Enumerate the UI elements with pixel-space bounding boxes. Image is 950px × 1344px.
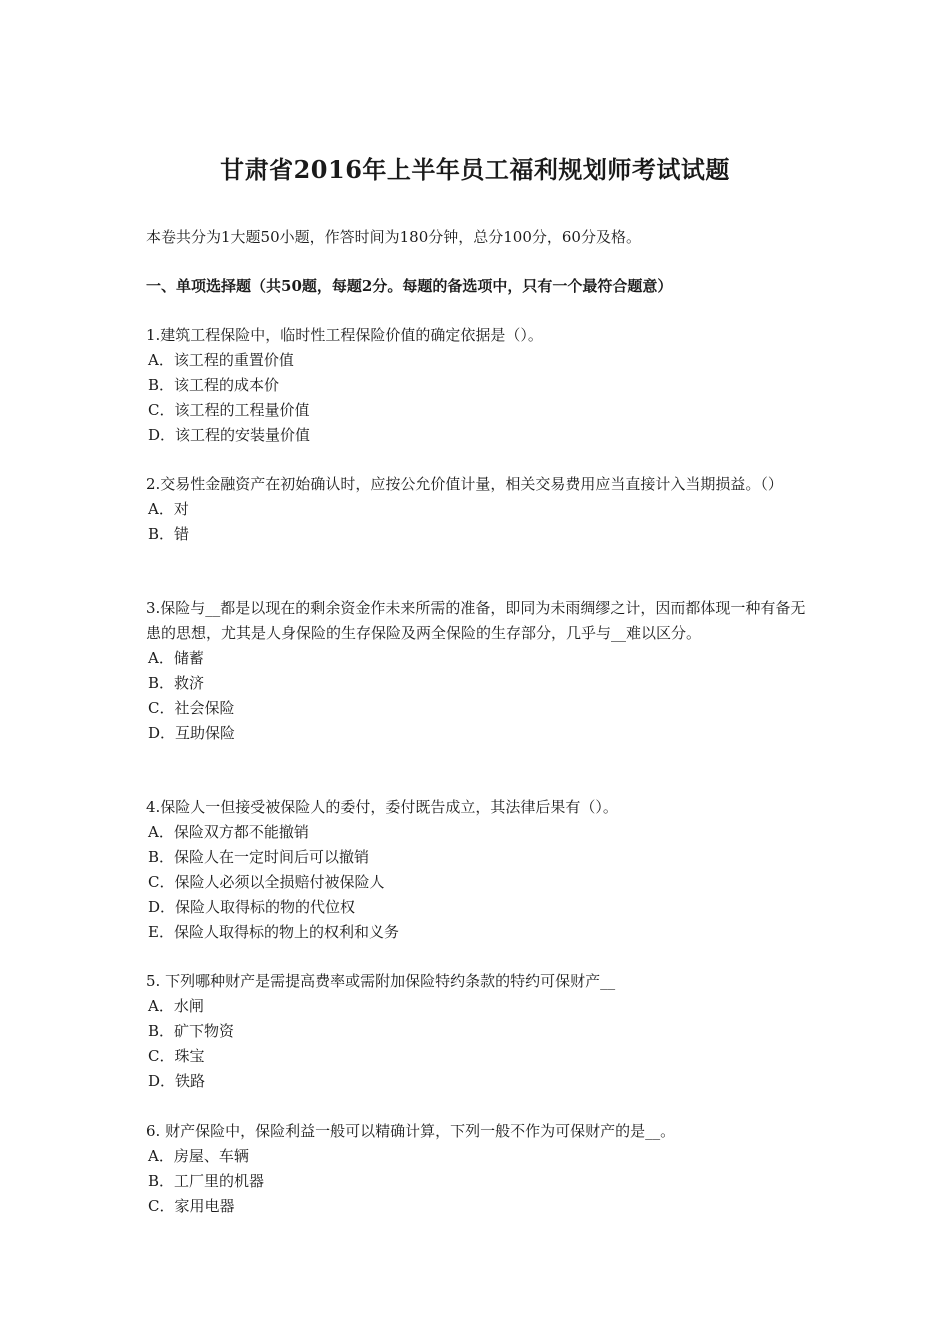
question-6: [146, 1119, 811, 1219]
option-d: D．该工程的安装量价值: [148, 426, 311, 444]
option-e: E．保险人取得标的物上的权利和义务: [148, 923, 399, 941]
section-heading: 一、单项选择题（共50题，每题2分。每题的备选项中，只有一个最符合题意）: [146, 277, 673, 295]
question-2: [146, 472, 811, 547]
question-3: [146, 596, 811, 746]
option-b: B．错: [148, 525, 190, 543]
option-a: A．水闸: [148, 997, 204, 1015]
question-5: [146, 969, 811, 1094]
option-b: B．矿下物资: [148, 1022, 235, 1040]
option-a: A．保险双方都不能撤销: [148, 823, 309, 841]
option-b: B．保险人在一定时间后可以撤销: [148, 848, 370, 866]
question-1: [146, 323, 811, 448]
option-b: B．该工程的成本价: [148, 376, 280, 394]
question-4: [146, 795, 811, 945]
exam-intro: 本卷共分为1大题50小题，作答时间为180分钟，总分100分，60分及格。: [146, 228, 641, 246]
question-stem: 3.保险与__都是以现在的剩余资金作未来所需的准备，即同为未雨绸缪之计，因而都体现一种有备无患的思想，尤其是人身保险的生存保险及两全保险的生存部分，几乎与__难以区分。: [146, 599, 806, 642]
question-stem: 4.保险人一但接受被保险人的委付，委付既告成立，其法律后果有（）。: [146, 798, 618, 816]
option-b: B．救济: [148, 674, 205, 692]
option-d: D．互助保险: [148, 724, 236, 742]
option-b: B．工厂里的机器: [148, 1172, 265, 1190]
option-c: C．该工程的工程量价值: [148, 401, 310, 419]
option-a: A．该工程的重置价值: [148, 351, 294, 369]
option-a: A．对: [148, 500, 189, 518]
option-c: C．社会保险: [148, 699, 235, 717]
option-a: A．房屋、车辆: [148, 1147, 249, 1165]
question-stem: 2.交易性金融资产在初始确认时，应按公允价值计量，相关交易费用应当直接计入当期损益。（）: [146, 475, 783, 493]
question-stem: 6. 财产保险中，保险利益一般可以精确计算，下列一般不作为可保财产的是__。: [146, 1122, 676, 1140]
option-c: C．保险人必须以全损赔付被保险人: [148, 873, 385, 891]
question-stem: 1.建筑工程保险中，临时性工程保险价值的确定依据是（）。: [146, 326, 543, 344]
option-d: D．保险人取得标的物的代位权: [148, 898, 356, 916]
question-stem: 5. 下列哪种财产是需提高费率或需附加保险特约条款的特约可保财产__: [146, 972, 616, 990]
option-c: C．家用电器: [148, 1197, 235, 1215]
option-a: A．储蓄: [148, 649, 204, 667]
option-d: D．铁路: [148, 1072, 206, 1090]
page-title: 甘肃省2016年上半年员工福利规划师考试试题: [220, 155, 730, 184]
option-c: C．珠宝: [148, 1047, 205, 1065]
